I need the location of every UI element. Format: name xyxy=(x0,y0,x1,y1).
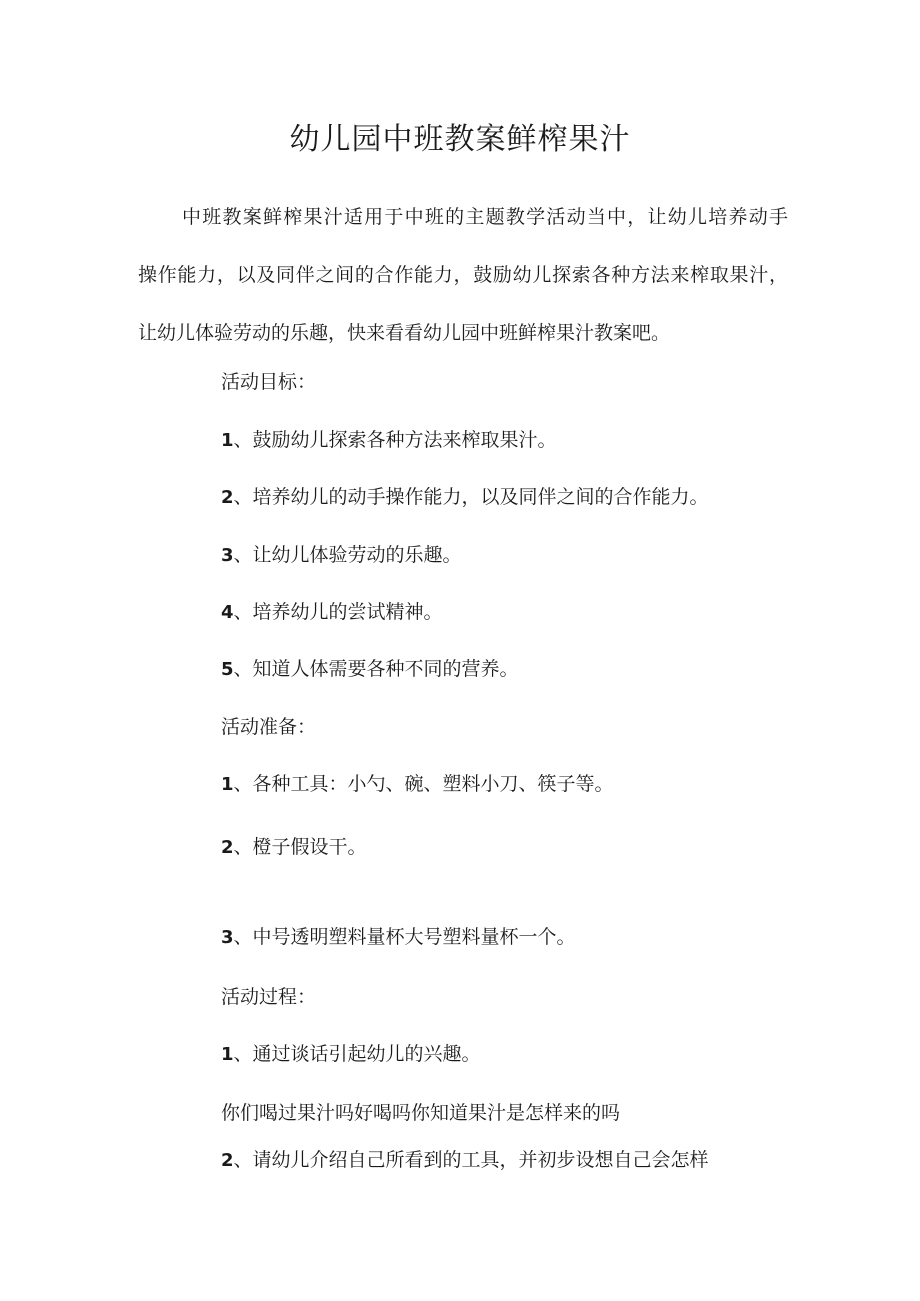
goal-item xyxy=(221,597,443,628)
item-text: 、鼓励幼儿探索各种方法来榨取果汁。 xyxy=(233,429,557,451)
item-number: 3 xyxy=(221,927,234,948)
prep-heading: 活动准备： xyxy=(221,716,317,738)
process-item xyxy=(221,1145,709,1176)
goal-item xyxy=(221,654,519,685)
item-text: 、橙子假设干。 xyxy=(233,836,367,858)
intro-line: 操作能力，以及同伴之间的合作能力，鼓励幼儿探索各种方法来榨取果汁， xyxy=(138,264,788,286)
intro-line: 让幼儿体验劳动的乐趣，快来看看幼儿园中班鲜榨果汁教案吧。 xyxy=(138,322,671,344)
goal-item xyxy=(221,425,557,456)
intro-line: 中班教案鲜榨果汁适用于中班的主题教学活动当中，让幼儿培养动手 xyxy=(182,206,788,228)
item-text: 、知道人体需要各种不同的营养。 xyxy=(233,658,519,680)
item-text: 、请幼儿介绍自己所看到的工具，并初步设想自己会怎样 xyxy=(233,1149,709,1171)
item-number: 5 xyxy=(221,659,234,680)
item-number: 2 xyxy=(221,837,234,858)
item-number: 1 xyxy=(221,430,234,451)
item-text: 、培养幼儿的尝试精神。 xyxy=(233,601,443,623)
intro-paragraph xyxy=(138,188,788,362)
item-number: 1 xyxy=(221,1044,234,1065)
item-number: 4 xyxy=(221,602,234,623)
goals-heading: 活动目标： xyxy=(221,371,317,393)
prep-item xyxy=(221,922,576,953)
process-question: 你们喝过果汁吗好喝吗你知道果汁是怎样来的吗 xyxy=(221,1102,621,1124)
item-text: 、培养幼儿的动手操作能力，以及同伴之间的合作能力。 xyxy=(233,486,709,508)
goal-item xyxy=(221,540,462,571)
process-item xyxy=(221,1039,481,1070)
document-title: 幼儿园中班教案鲜榨果汁 xyxy=(289,122,631,157)
item-number: 2 xyxy=(221,1150,234,1171)
goal-item xyxy=(221,482,709,513)
item-text: 、通过谈话引起幼儿的兴趣。 xyxy=(233,1043,481,1065)
prep-item xyxy=(221,769,614,800)
item-number: 1 xyxy=(221,774,234,795)
item-number: 3 xyxy=(221,545,234,566)
item-text: 、中号透明塑料量杯大号塑料量杯一个。 xyxy=(233,926,576,948)
item-text: 、让幼儿体验劳动的乐趣。 xyxy=(233,544,462,566)
process-heading: 活动过程： xyxy=(221,986,317,1008)
item-number: 2 xyxy=(221,487,234,508)
prep-item xyxy=(221,832,367,863)
item-text: 、各种工具：小勺、碗、塑料小刀、筷子等。 xyxy=(233,773,614,795)
